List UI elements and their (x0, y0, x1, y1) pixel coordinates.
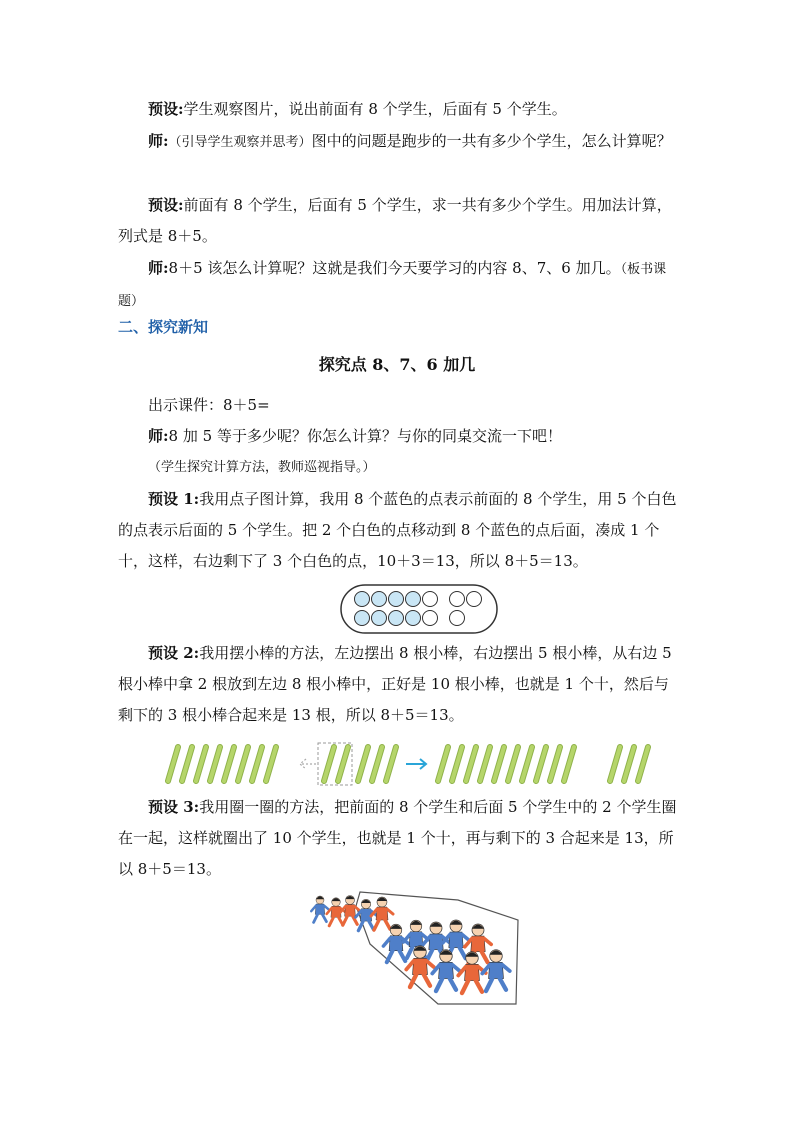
blue-dot (406, 611, 421, 626)
stick-fill (536, 747, 546, 781)
label-preset: 预设: (148, 196, 184, 214)
stick-fill (196, 747, 206, 781)
paragraph-preset-observe (118, 94, 678, 125)
paragraph-text: 学生观察图片，说出前面有 8 个学生，后面有 5 个学生。 (183, 100, 567, 118)
paragraph-preset-3 (118, 792, 678, 885)
sticks-group (168, 743, 648, 785)
move-arrow-dotted (300, 759, 316, 769)
activity-note: （学生探究计算方法，教师巡视指导。） (148, 460, 376, 475)
paragraph-text: 我用摆小棒的方法，左边摆出 8 根小棒，右边摆出 5 根小棒，从右边 5 根小棒中拿 2 根放到左边 8 根小棒中，正好是 10 根小棒，也就是 1 个十，然后与剩下的 3 根小棒合起来是 13 根，所以 8＋5＝13。 (118, 644, 672, 724)
stick-fill (480, 747, 490, 781)
paragraph-text: 图中的问题是跑步的一共有多少个学生，怎么计算呢？ (311, 132, 672, 150)
paragraph-text: 8 加 5 等于多少呢？你怎么计算？与你的同桌交流一下吧！ (168, 427, 562, 445)
dot-diagram (339, 583, 499, 635)
runner-legs (387, 951, 405, 963)
stick-fill (638, 747, 648, 781)
stick-fill (564, 747, 574, 781)
paragraph-teacher-question (118, 126, 678, 158)
label-teacher: 师: (148, 259, 169, 277)
stick-fill (372, 747, 382, 781)
stick-fill (252, 747, 262, 781)
runner-legs (436, 979, 456, 992)
stick-fill (522, 747, 532, 781)
blue-dot (355, 592, 370, 607)
white-dot (467, 592, 482, 607)
board-note: （板书课题） (118, 262, 667, 309)
stick-fill (238, 747, 248, 781)
label-preset-2: 预设 2: (148, 644, 200, 662)
blue-dot (372, 592, 387, 607)
exploration-title: 探究点 8、7、6 加几 (318, 355, 476, 374)
runner (311, 896, 329, 922)
stick-fill (182, 747, 192, 781)
stick-fill (452, 747, 462, 781)
moved-stick-fill (324, 747, 334, 781)
runners-illustration (308, 886, 528, 1011)
runner-legs (486, 979, 506, 992)
runner (383, 924, 408, 962)
white-dot (450, 611, 465, 626)
moved-stick-fill (338, 747, 348, 781)
teacher-note: （引导学生观察并思考） (168, 135, 312, 150)
stick-fill (508, 747, 518, 781)
runner (340, 896, 360, 926)
stick-fill (266, 747, 276, 781)
stick-fill (610, 747, 620, 781)
section-heading: 二、探究新知 (118, 318, 209, 336)
blue-dot (406, 592, 421, 607)
runner-legs (329, 917, 343, 926)
label-preset-1: 预设 1: (148, 490, 200, 508)
paragraph-text: 我用圈一圈的方法，把前面的 8 个学生和后面 5 个学生中的 2 个学生圈在一起，这样就圈出了 10 个学生，也就是 1 个十，再与剩下的 3 合起来是 13，所以 8＋5＝13。 (118, 798, 677, 878)
blue-dot (372, 611, 387, 626)
courseware-line: 出示课件：8＋5= (148, 396, 270, 414)
stick-fill (224, 747, 234, 781)
blue-dot (389, 611, 404, 626)
paragraph-text: 前面有 8 个学生，后面有 5 个学生，求一共有多少个学生。用加法计算，列式是 8＋5。 (118, 196, 672, 245)
label-preset-3: 预设 3: (148, 798, 200, 816)
paragraph-teacher-prompt (118, 421, 678, 452)
paragraph-text: 我用点子图计算，我用 8 个蓝色的点表示前面的 8 个学生，用 5 个白色的点表示后面的 5 个学生。把 2 个白色的点移动到 8 个蓝色的点后面，凑成 1 个十，这样，右边剩下了 3 个白色的点，10＋3＝13，所以 8＋5＝13。 (118, 490, 677, 570)
runner-legs (410, 975, 430, 988)
paragraph-preset-1 (118, 484, 678, 577)
paragraph-preset-addition (118, 190, 678, 252)
runner (371, 897, 393, 930)
stick-fill (624, 747, 634, 781)
stick-fill (358, 747, 368, 781)
sticks-diagram (164, 741, 664, 787)
runner-legs (462, 981, 482, 994)
white-dot (423, 611, 438, 626)
stick-fill (386, 747, 396, 781)
blue-dot (355, 611, 370, 626)
paragraph-preset-2 (118, 638, 678, 731)
label-preset: 预设: (148, 100, 184, 118)
stick-fill (550, 747, 560, 781)
runner-legs (374, 920, 390, 930)
label-teacher: 师: (148, 427, 169, 445)
stick-fill (168, 747, 178, 781)
white-dot (423, 592, 438, 607)
blue-dot (389, 592, 404, 607)
stick-fill (210, 747, 220, 781)
runner (432, 950, 460, 991)
label-teacher: 师: (148, 132, 169, 150)
paragraph-teacher-intro (118, 253, 678, 317)
runners-group (311, 896, 510, 994)
stick-fill (438, 747, 448, 781)
result-arrow (406, 759, 426, 769)
paragraph-text: 8＋5 该怎么计算呢？这就是我们今天要学习的内容 8、7、6 加几。 (168, 259, 621, 277)
runner-legs (314, 914, 327, 922)
stick-fill (494, 747, 504, 781)
runner-legs (358, 921, 373, 931)
stick-fill (466, 747, 476, 781)
white-dot (450, 592, 465, 607)
